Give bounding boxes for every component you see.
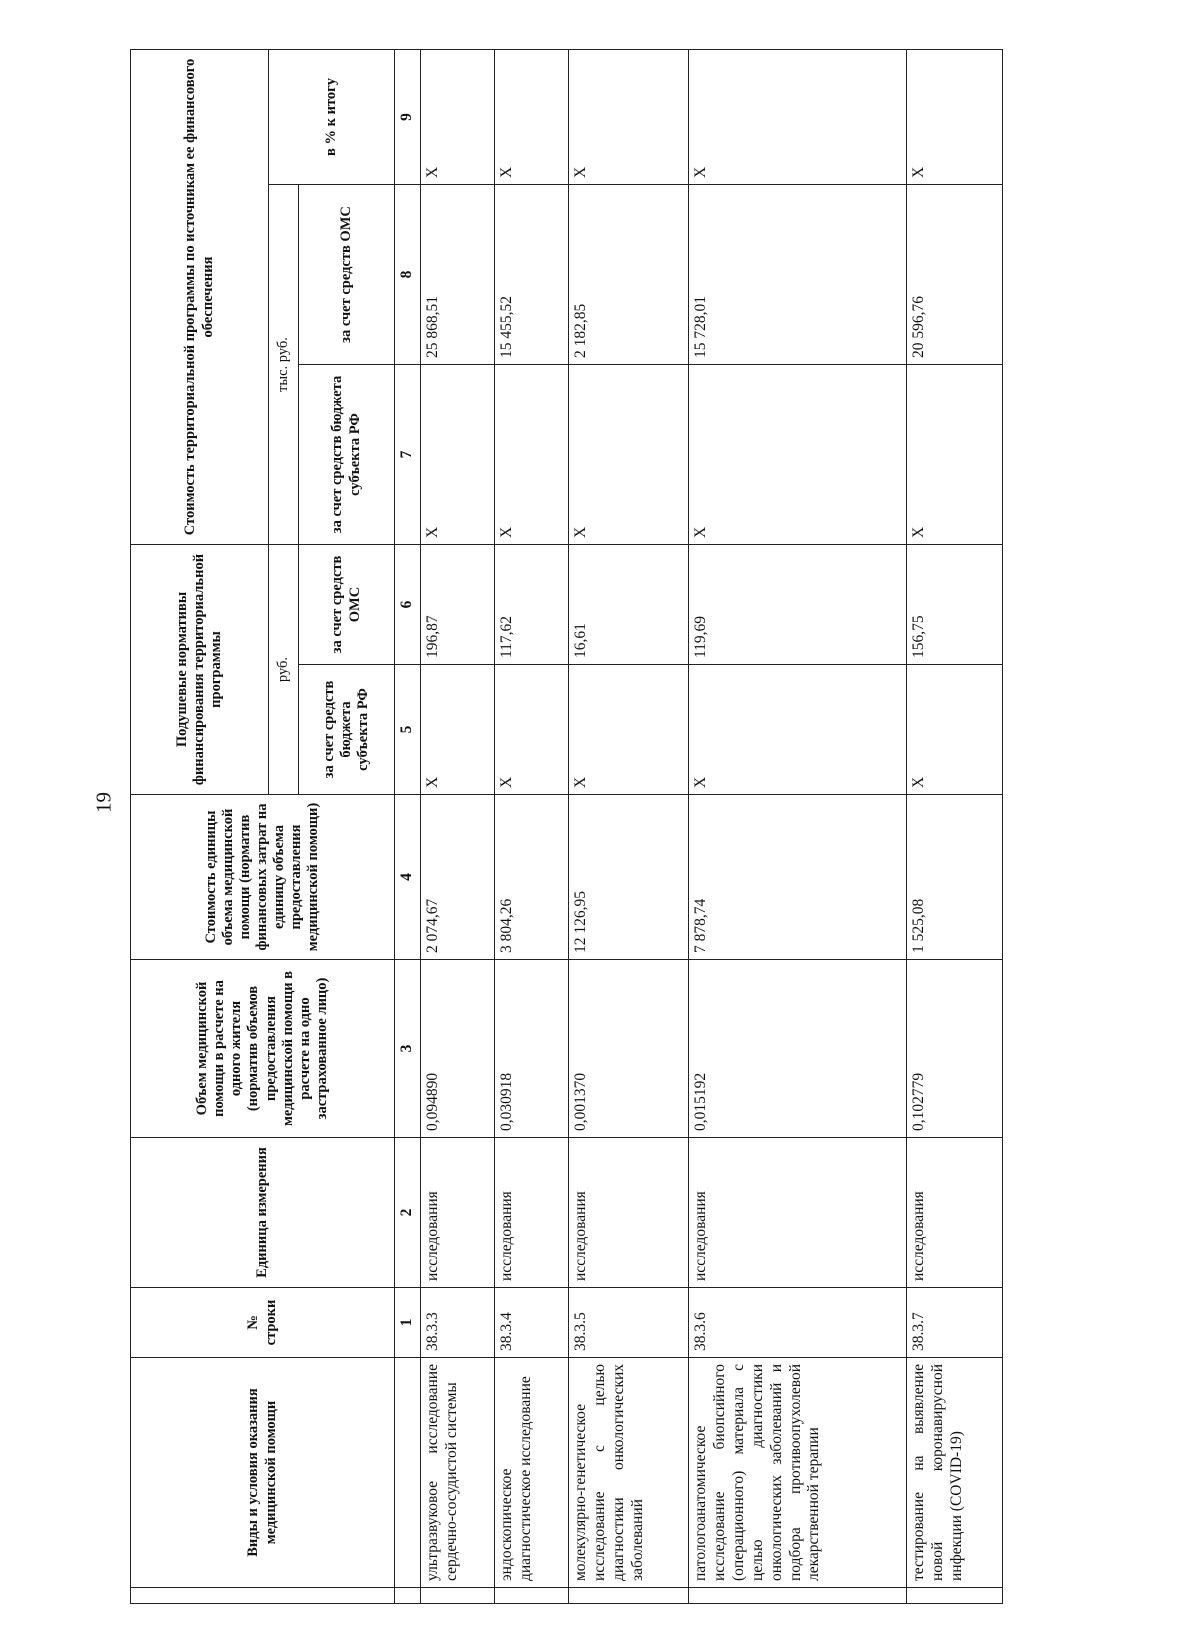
row-percent: Х: [689, 50, 907, 185]
row-pc-budget: Х: [689, 665, 907, 795]
header-cost-oms: за счет средств ОМС: [299, 185, 395, 365]
row-cost-budget: Х: [689, 365, 907, 545]
row-cost-budget: Х: [907, 365, 1003, 545]
column-number: 7: [395, 365, 421, 545]
header-line-number: № строки: [131, 1288, 395, 1358]
header-percent: в % к итогу: [269, 50, 395, 185]
row-unit-cost: 1 525,08: [907, 795, 1003, 960]
row-pc-oms: 119,69: [689, 545, 907, 665]
row-volume: 0,094890: [421, 960, 495, 1138]
row-pc-budget: Х: [569, 665, 689, 795]
row-volume: 0,102779: [907, 960, 1003, 1138]
header-care-types: Виды и условия оказания медицинской помощи: [131, 1358, 395, 1588]
column-number: 8: [395, 185, 421, 365]
row-unit: исследования: [569, 1138, 689, 1288]
row-cost-budget: Х: [421, 365, 495, 545]
rotated-table-container: [130, 50, 1002, 1604]
column-number: 3: [395, 960, 421, 1138]
row-percent: Х: [569, 50, 689, 185]
column-number: 5: [395, 665, 421, 795]
financing-table: [130, 49, 1003, 1604]
row-line-number: 38.3.6: [689, 1288, 907, 1358]
row-unit: исследования: [907, 1138, 1003, 1288]
row-unit: исследования: [689, 1138, 907, 1288]
row-pc-oms: 117,62: [495, 545, 569, 665]
row-percent: Х: [907, 50, 1003, 185]
row-care-type: эндоскопическое диагностическое исследование: [495, 1358, 569, 1588]
header-cost-group: Стоимость территориальной программы по источникам ее финансового обеспечения: [131, 50, 269, 545]
header-unit: Единица измерения: [131, 1138, 395, 1288]
header-volume: Объем медицинской помощи в расчете на одного жителя (норматив объемов предоставления медицинской помощи в расчете на одно застрахованное лицо): [131, 960, 395, 1138]
column-number: 1: [395, 1288, 421, 1358]
header-cost-budget: за счет средств бюджета субъекта РФ: [299, 365, 395, 545]
row-cost-oms: 2 182,85: [569, 185, 689, 365]
column-number: 9: [395, 50, 421, 185]
row-line-number: 38.3.4: [495, 1288, 569, 1358]
row-percent: Х: [421, 50, 495, 185]
row-cost-oms: 25 868,51: [421, 185, 495, 365]
header-row-1: [131, 50, 269, 1604]
header-pc-oms: за счет средств ОМС: [299, 545, 395, 665]
row-unit-cost: 2 074,67: [421, 795, 495, 960]
header-unit-rub: руб.: [269, 545, 299, 795]
header-pc-budget: за счет средств бюджета субъекта РФ: [299, 665, 395, 795]
row-care-type: тестирование на выявление новой коронавирусной инфекции (COVID-19): [907, 1358, 1003, 1588]
table-row: [495, 50, 569, 1604]
row-unit-cost: 3 804,26: [495, 795, 569, 960]
header-unit-cost: Стоимость единицы объема медицинской помощи (норматив финансовых затрат на единицу объема предоставления медицинской помощи): [131, 795, 395, 960]
row-pc-oms: 16,61: [569, 545, 689, 665]
column-number: [395, 1588, 421, 1604]
header-unit-thousand: тыс. руб.: [269, 185, 299, 545]
table-row: [907, 50, 1003, 1604]
row-unit: исследования: [421, 1138, 495, 1288]
row-cost-budget: Х: [495, 365, 569, 545]
column-number: 4: [395, 795, 421, 960]
row-pc-oms: 156,75: [907, 545, 1003, 665]
row-volume: 0,001370: [569, 960, 689, 1138]
row-unit: исследования: [495, 1138, 569, 1288]
row-line-number: 38.3.7: [907, 1288, 1003, 1358]
page-number: 19: [91, 792, 116, 813]
row-pc-budget: Х: [907, 665, 1003, 795]
row-unit-cost: 12 126,95: [569, 795, 689, 960]
row-cost-oms: 15 455,52: [495, 185, 569, 365]
row-care-type: патологоанатомическое исследование биопсийного (операционного) материала с целью диагностики онкологических заболеваний и подбора противоопухолевой лекарственной терапии: [689, 1358, 907, 1588]
row-unit-cost: 7 878,74: [689, 795, 907, 960]
row-line-number: 38.3.3: [421, 1288, 495, 1358]
row-pc-budget: Х: [495, 665, 569, 795]
row-volume: 0,015192: [689, 960, 907, 1138]
row-cost-oms: 20 596,76: [907, 185, 1003, 365]
row-volume: 0,030918: [495, 960, 569, 1138]
table-row: [689, 50, 907, 1604]
row-pc-oms: 196,87: [421, 545, 495, 665]
column-numbers-row: [395, 50, 421, 1604]
row-care-type: ультразвуковое исследование сердечно-сосудистой системы: [421, 1358, 495, 1588]
row-percent: Х: [495, 50, 569, 185]
table-row: [569, 50, 689, 1604]
row-cost-budget: Х: [569, 365, 689, 545]
column-number: [395, 1358, 421, 1588]
column-number: 6: [395, 545, 421, 665]
row-pc-budget: Х: [421, 665, 495, 795]
table-row: [421, 50, 495, 1604]
row-care-type: молекулярно-генетическое исследование с целью диагностики онкологических заболеваний: [569, 1358, 689, 1588]
row-cost-oms: 15 728,01: [689, 185, 907, 365]
header-percapita-group: Подушевые нормативы финансирования территориальной программы: [131, 545, 269, 795]
row-line-number: 38.3.5: [569, 1288, 689, 1358]
column-number: 2: [395, 1138, 421, 1288]
